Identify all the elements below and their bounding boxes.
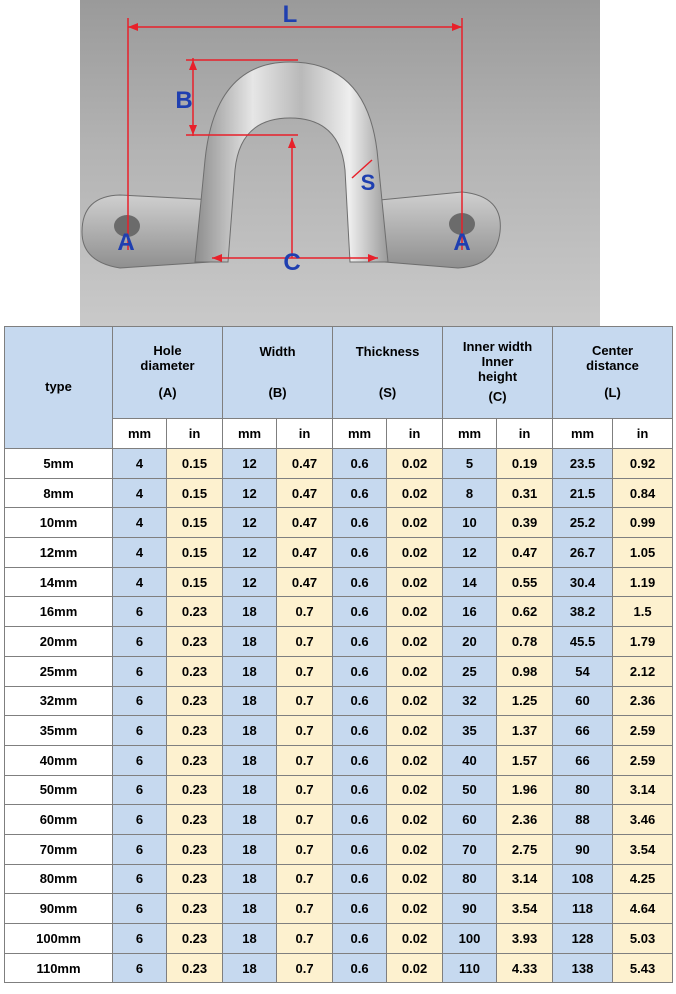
group-paren: (C) — [488, 389, 507, 405]
value-cell: 0.47 — [277, 508, 333, 538]
unit-in: in — [167, 419, 223, 449]
value-cell: 0.23 — [167, 686, 223, 716]
type-cell: 25mm — [5, 656, 113, 686]
value-cell: 25.2 — [553, 508, 613, 538]
value-cell: 0.02 — [387, 538, 443, 568]
type-cell: 90mm — [5, 894, 113, 924]
group-paren: (B) — [268, 384, 287, 400]
value-cell: 25 — [443, 656, 497, 686]
type-header: type — [5, 327, 113, 449]
table-row — [5, 597, 673, 627]
value-cell: 0.7 — [277, 953, 333, 983]
value-cell: 0.99 — [613, 508, 673, 538]
value-cell: 0.23 — [167, 597, 223, 627]
right-flange — [380, 192, 500, 268]
type-cell: 60mm — [5, 805, 113, 835]
value-cell: 0.02 — [387, 894, 443, 924]
group-title-line: Center — [591, 343, 634, 359]
label-A-right: A — [453, 229, 471, 256]
table-row — [5, 538, 673, 568]
group-title-line: Inner — [481, 353, 514, 369]
value-cell: 100 — [443, 924, 497, 954]
value-cell: 6 — [113, 924, 167, 954]
value-cell: 0.19 — [497, 449, 553, 479]
value-cell: 1.5 — [613, 597, 673, 627]
unit-mm: mm — [443, 419, 497, 449]
value-cell: 0.02 — [387, 716, 443, 746]
value-cell: 0.6 — [333, 449, 387, 479]
value-cell: 6 — [113, 656, 167, 686]
value-cell: 6 — [113, 775, 167, 805]
value-cell: 3.14 — [497, 864, 553, 894]
value-cell: 0.02 — [387, 745, 443, 775]
value-cell: 1.96 — [497, 775, 553, 805]
value-cell: 0.6 — [333, 478, 387, 508]
value-cell: 0.23 — [167, 805, 223, 835]
type-cell: 50mm — [5, 775, 113, 805]
pipe-clamp-drawing — [0, 0, 676, 326]
value-cell: 5 — [443, 449, 497, 479]
value-cell: 88 — [553, 805, 613, 835]
value-cell: 70 — [443, 834, 497, 864]
value-cell: 0.6 — [333, 716, 387, 746]
value-cell: 1.79 — [613, 627, 673, 657]
value-cell: 0.6 — [333, 864, 387, 894]
value-cell: 0.55 — [497, 567, 553, 597]
unit-in: in — [387, 419, 443, 449]
value-cell: 0.02 — [387, 924, 443, 954]
type-cell: 16mm — [5, 597, 113, 627]
label-B: B — [175, 87, 193, 114]
value-cell: 4 — [113, 508, 167, 538]
value-cell: 0.6 — [333, 953, 387, 983]
value-cell: 60 — [443, 805, 497, 835]
table-row — [5, 745, 673, 775]
value-cell: 4.33 — [497, 953, 553, 983]
group-header-thickness — [333, 327, 443, 419]
value-cell: 6 — [113, 686, 167, 716]
value-cell: 0.6 — [333, 508, 387, 538]
value-cell: 2.36 — [497, 805, 553, 835]
unit-mm: mm — [113, 419, 167, 449]
type-cell: 40mm — [5, 745, 113, 775]
value-cell: 0.02 — [387, 478, 443, 508]
value-cell: 0.02 — [387, 449, 443, 479]
value-cell: 0.47 — [497, 538, 553, 568]
table-row — [5, 864, 673, 894]
group-title-line: Thickness — [355, 343, 420, 359]
table-row — [5, 627, 673, 657]
unit-in: in — [277, 419, 333, 449]
value-cell: 128 — [553, 924, 613, 954]
value-cell: 0.7 — [277, 805, 333, 835]
value-cell: 1.37 — [497, 716, 553, 746]
value-cell: 18 — [223, 775, 277, 805]
unit-mm: mm — [333, 419, 387, 449]
value-cell: 0.7 — [277, 834, 333, 864]
value-cell: 20 — [443, 627, 497, 657]
table-row — [5, 953, 673, 983]
table-header-row — [5, 327, 673, 419]
value-cell: 0.7 — [277, 924, 333, 954]
value-cell: 12 — [443, 538, 497, 568]
value-cell: 18 — [223, 627, 277, 657]
unit-mm: mm — [223, 419, 277, 449]
value-cell: 0.92 — [613, 449, 673, 479]
value-cell: 14 — [443, 567, 497, 597]
value-cell: 3.14 — [613, 775, 673, 805]
value-cell: 0.31 — [497, 478, 553, 508]
value-cell: 0.7 — [277, 864, 333, 894]
value-cell: 0.15 — [167, 567, 223, 597]
value-cell: 32 — [443, 686, 497, 716]
value-cell: 10 — [443, 508, 497, 538]
value-cell: 18 — [223, 805, 277, 835]
group-paren: (S) — [378, 384, 397, 400]
value-cell: 0.39 — [497, 508, 553, 538]
value-cell: 4.25 — [613, 864, 673, 894]
value-cell: 0.02 — [387, 686, 443, 716]
value-cell: 0.7 — [277, 894, 333, 924]
type-cell: 35mm — [5, 716, 113, 746]
value-cell: 6 — [113, 597, 167, 627]
value-cell: 18 — [223, 597, 277, 627]
value-cell: 0.47 — [277, 478, 333, 508]
value-cell: 1.25 — [497, 686, 553, 716]
value-cell: 4 — [113, 567, 167, 597]
value-cell: 0.47 — [277, 538, 333, 568]
group-title-line: distance — [586, 358, 639, 374]
type-cell: 70mm — [5, 834, 113, 864]
value-cell: 90 — [443, 894, 497, 924]
group-paren: (A) — [158, 384, 177, 400]
value-cell: 138 — [553, 953, 613, 983]
value-cell: 6 — [113, 953, 167, 983]
value-cell: 45.5 — [553, 627, 613, 657]
value-cell: 18 — [223, 953, 277, 983]
table-row — [5, 775, 673, 805]
type-cell: 20mm — [5, 627, 113, 657]
type-cell: 100mm — [5, 924, 113, 954]
value-cell: 18 — [223, 716, 277, 746]
group-title-line: Hole — [153, 343, 182, 359]
type-cell: 32mm — [5, 686, 113, 716]
label-S: S — [360, 170, 376, 195]
value-cell: 3.46 — [613, 805, 673, 835]
value-cell: 0.23 — [167, 627, 223, 657]
value-cell: 0.7 — [277, 656, 333, 686]
value-cell: 18 — [223, 834, 277, 864]
value-cell: 108 — [553, 864, 613, 894]
value-cell: 0.47 — [277, 567, 333, 597]
group-header-inner-width-height — [443, 327, 553, 419]
label-A-left: A — [117, 229, 135, 256]
group-title-line: Width — [259, 343, 296, 359]
value-cell: 0.23 — [167, 716, 223, 746]
table-row — [5, 478, 673, 508]
type-cell: 110mm — [5, 953, 113, 983]
type-cell: 5mm — [5, 449, 113, 479]
value-cell: 0.23 — [167, 864, 223, 894]
value-cell: 38.2 — [553, 597, 613, 627]
table-row — [5, 834, 673, 864]
group-title-line: Inner width — [462, 338, 533, 354]
value-cell: 0.6 — [333, 894, 387, 924]
table-row — [5, 716, 673, 746]
value-cell: 0.47 — [277, 449, 333, 479]
value-cell: 12 — [223, 478, 277, 508]
value-cell: 0.6 — [333, 686, 387, 716]
table-row — [5, 567, 673, 597]
unit-in: in — [497, 419, 553, 449]
value-cell: 0.23 — [167, 775, 223, 805]
group-title-line: diameter — [140, 358, 195, 374]
value-cell: 23.5 — [553, 449, 613, 479]
group-paren: (L) — [604, 384, 621, 400]
value-cell: 0.23 — [167, 745, 223, 775]
value-cell: 2.59 — [613, 716, 673, 746]
value-cell: 50 — [443, 775, 497, 805]
value-cell: 80 — [443, 864, 497, 894]
value-cell: 0.6 — [333, 656, 387, 686]
value-cell: 0.02 — [387, 805, 443, 835]
value-cell: 110 — [443, 953, 497, 983]
value-cell: 3.54 — [497, 894, 553, 924]
value-cell: 0.23 — [167, 953, 223, 983]
type-cell: 10mm — [5, 508, 113, 538]
value-cell: 6 — [113, 716, 167, 746]
value-cell: 0.7 — [277, 716, 333, 746]
value-cell: 0.7 — [277, 745, 333, 775]
value-cell: 12 — [223, 538, 277, 568]
value-cell: 0.15 — [167, 449, 223, 479]
value-cell: 6 — [113, 864, 167, 894]
value-cell: 0.02 — [387, 775, 443, 805]
value-cell: 90 — [553, 834, 613, 864]
value-cell: 18 — [223, 894, 277, 924]
value-cell: 4.64 — [613, 894, 673, 924]
value-cell: 8 — [443, 478, 497, 508]
value-cell: 0.62 — [497, 597, 553, 627]
type-cell: 12mm — [5, 538, 113, 568]
value-cell: 0.7 — [277, 686, 333, 716]
value-cell: 4 — [113, 449, 167, 479]
value-cell: 0.7 — [277, 627, 333, 657]
value-cell: 0.6 — [333, 567, 387, 597]
value-cell: 6 — [113, 745, 167, 775]
value-cell: 6 — [113, 834, 167, 864]
value-cell: 0.6 — [333, 834, 387, 864]
value-cell: 0.6 — [333, 775, 387, 805]
value-cell: 18 — [223, 745, 277, 775]
table-row — [5, 924, 673, 954]
value-cell: 12 — [223, 449, 277, 479]
value-cell: 0.7 — [277, 775, 333, 805]
value-cell: 2.75 — [497, 834, 553, 864]
value-cell: 3.93 — [497, 924, 553, 954]
value-cell: 0.02 — [387, 953, 443, 983]
value-cell: 0.23 — [167, 894, 223, 924]
value-cell: 18 — [223, 924, 277, 954]
label-L: L — [282, 1, 298, 28]
value-cell: 6 — [113, 627, 167, 657]
value-cell: 12 — [223, 508, 277, 538]
table-row — [5, 686, 673, 716]
table-body — [5, 449, 673, 983]
value-cell: 0.78 — [497, 627, 553, 657]
value-cell: 0.84 — [613, 478, 673, 508]
value-cell: 0.7 — [277, 597, 333, 627]
table-row — [5, 805, 673, 835]
value-cell: 0.6 — [333, 745, 387, 775]
value-cell: 16 — [443, 597, 497, 627]
table-row — [5, 656, 673, 686]
value-cell: 0.02 — [387, 508, 443, 538]
value-cell: 0.6 — [333, 597, 387, 627]
value-cell: 6 — [113, 805, 167, 835]
value-cell: 0.6 — [333, 627, 387, 657]
value-cell: 26.7 — [553, 538, 613, 568]
value-cell: 0.6 — [333, 538, 387, 568]
unit-mm: mm — [553, 419, 613, 449]
value-cell: 4 — [113, 538, 167, 568]
group-header-hole-diameter — [113, 327, 223, 419]
group-title-line: height — [478, 368, 518, 384]
value-cell: 0.15 — [167, 508, 223, 538]
value-cell: 118 — [553, 894, 613, 924]
value-cell: 2.12 — [613, 656, 673, 686]
value-cell: 0.02 — [387, 627, 443, 657]
value-cell: 0.6 — [333, 924, 387, 954]
value-cell: 0.15 — [167, 538, 223, 568]
value-cell: 1.57 — [497, 745, 553, 775]
value-cell: 18 — [223, 686, 277, 716]
value-cell: 5.43 — [613, 953, 673, 983]
value-cell: 18 — [223, 864, 277, 894]
value-cell: 4 — [113, 478, 167, 508]
value-cell: 66 — [553, 716, 613, 746]
product-diagram — [0, 0, 676, 326]
value-cell: 0.02 — [387, 834, 443, 864]
value-cell: 0.6 — [333, 805, 387, 835]
value-cell: 0.23 — [167, 834, 223, 864]
value-cell: 0.02 — [387, 656, 443, 686]
value-cell: 0.23 — [167, 924, 223, 954]
table-row — [5, 508, 673, 538]
value-cell: 18 — [223, 656, 277, 686]
value-cell: 6 — [113, 894, 167, 924]
value-cell: 12 — [223, 567, 277, 597]
value-cell: 54 — [553, 656, 613, 686]
value-cell: 0.02 — [387, 864, 443, 894]
value-cell: 0.15 — [167, 478, 223, 508]
value-cell: 66 — [553, 745, 613, 775]
value-cell: 40 — [443, 745, 497, 775]
value-cell: 80 — [553, 775, 613, 805]
unit-in: in — [613, 419, 673, 449]
size-table — [4, 326, 673, 983]
value-cell: 0.23 — [167, 656, 223, 686]
type-cell: 80mm — [5, 864, 113, 894]
value-cell: 60 — [553, 686, 613, 716]
value-cell: 2.36 — [613, 686, 673, 716]
value-cell: 2.59 — [613, 745, 673, 775]
value-cell: 35 — [443, 716, 497, 746]
value-cell: 3.54 — [613, 834, 673, 864]
value-cell: 1.05 — [613, 538, 673, 568]
value-cell: 0.02 — [387, 597, 443, 627]
type-cell: 14mm — [5, 567, 113, 597]
label-C: C — [283, 249, 301, 276]
value-cell: 0.02 — [387, 567, 443, 597]
type-cell: 8mm — [5, 478, 113, 508]
table-row — [5, 894, 673, 924]
value-cell: 1.19 — [613, 567, 673, 597]
group-header-width — [223, 327, 333, 419]
value-cell: 0.98 — [497, 656, 553, 686]
table-row — [5, 449, 673, 479]
group-header-center-distance — [553, 327, 673, 419]
value-cell: 30.4 — [553, 567, 613, 597]
value-cell: 5.03 — [613, 924, 673, 954]
value-cell: 21.5 — [553, 478, 613, 508]
